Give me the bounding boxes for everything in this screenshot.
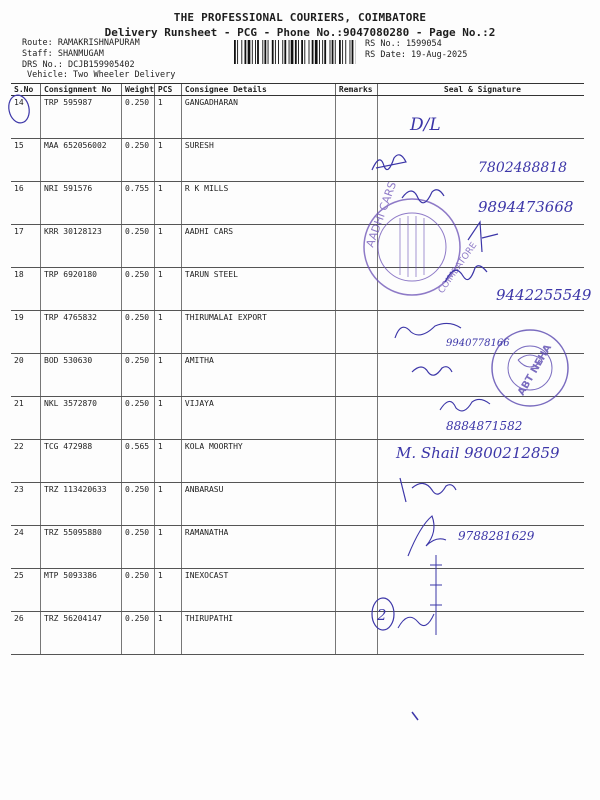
table-row [11, 612, 584, 655]
weight-cell: 0.250 [122, 225, 155, 268]
consignee-cell: VIJAYA [181, 397, 335, 440]
remarks-cell [335, 96, 377, 139]
consignment-cell: TRZ 113420633 [41, 483, 122, 526]
sno-cell: 20 [11, 354, 41, 397]
consignee-cell: R K MILLS [181, 182, 335, 225]
signature-cell [377, 225, 584, 268]
consignee-cell: TARUN STEEL [181, 268, 335, 311]
table-row [11, 440, 584, 483]
stamp-text: COIMBATORE [436, 240, 480, 296]
col-pcs: PCS [154, 84, 181, 96]
phone-row19: 9940778166 [446, 338, 510, 349]
sno-cell: 21 [11, 397, 41, 440]
sno-cell: 17 [11, 225, 41, 268]
consignment-cell: NKL 3572870 [41, 397, 122, 440]
col-sno: S.No [11, 84, 41, 96]
pcs-cell: 1 [154, 526, 181, 569]
signature-row22: M. Shail 9800212859 [396, 444, 560, 462]
weight-cell: 0.250 [122, 311, 155, 354]
remarks-cell [335, 612, 377, 655]
table-row [11, 139, 584, 182]
remarks-cell [335, 268, 377, 311]
table-row [11, 225, 584, 268]
pcs-cell: 1 [154, 311, 181, 354]
table-row [11, 182, 584, 225]
table-row [11, 483, 584, 526]
route-text: Route: RAMAKRISHNAPURAM [22, 38, 140, 48]
weight-cell: 0.565 [122, 440, 155, 483]
consignee-cell: THIRUMALAI EXPORT [181, 311, 335, 354]
signature-cell [377, 612, 584, 655]
signature-cell [377, 354, 584, 397]
rs-date: RS Date: 19-Aug-2025 [365, 50, 468, 60]
consignee-cell: SURESH [181, 139, 335, 182]
weight-cell: 0.250 [122, 483, 155, 526]
consignee-cell: AADHI CARS [181, 225, 335, 268]
table-row [11, 311, 584, 354]
remarks-cell [335, 397, 377, 440]
sno-cell: 16 [11, 182, 41, 225]
consignee-cell: GANGADHARAN [181, 96, 335, 139]
signature-cell [377, 526, 584, 569]
pcs-cell: 1 [154, 96, 181, 139]
weight-cell: 0.250 [122, 96, 155, 139]
consignee-cell: THIRUPATHI [181, 612, 335, 655]
pcs-cell: 1 [154, 268, 181, 311]
pen-mark-icon [412, 712, 418, 720]
sno-cell: 18 [11, 268, 41, 311]
consignment-cell: KRR 30128123 [41, 225, 122, 268]
weight-cell: 0.250 [122, 139, 155, 182]
remarks-cell [335, 569, 377, 612]
remarks-cell [335, 483, 377, 526]
consignment-cell: TRP 595987 [41, 96, 122, 139]
col-signature: Seal & Signature [377, 84, 584, 96]
sno-cell: 22 [11, 440, 41, 483]
signature-cell [377, 139, 584, 182]
signature-cell [377, 96, 584, 139]
consignment-cell: TRP 4765832 [41, 311, 122, 354]
signature-cell [377, 182, 584, 225]
consignment-cell: TCG 472988 [41, 440, 122, 483]
consignee-cell: RAMANATHA [181, 526, 335, 569]
signature-cell [377, 268, 584, 311]
consignee-cell: KOLA MOORTHY [181, 440, 335, 483]
consignment-cell: TRZ 55095880 [41, 526, 122, 569]
route-staff-block [22, 38, 140, 71]
col-consignee: Consignee Details [181, 84, 335, 96]
rs-number: RS No.: 1599054 [365, 39, 442, 49]
signature-cell [377, 397, 584, 440]
signature-cell [377, 311, 584, 354]
col-remarks: Remarks [335, 84, 377, 96]
sno-cell: 14 [11, 96, 41, 139]
stamp-text: AADHI CARS [363, 180, 400, 250]
phone-row18: 9442255549 [496, 286, 592, 304]
consignee-cell: ANBARASU [181, 483, 335, 526]
pcs-cell: 1 [154, 139, 181, 182]
col-weight: Weight [122, 84, 155, 96]
weight-cell: 0.755 [122, 182, 155, 225]
remarks-cell [335, 440, 377, 483]
signature-row14: D/L [410, 115, 441, 135]
pcs-cell: 1 [154, 612, 181, 655]
pcs-cell: 1 [154, 225, 181, 268]
phone-row16: 9894473668 [478, 198, 574, 216]
vehicle-text: Vehicle: Two Wheeler Delivery [27, 70, 176, 80]
table-row [11, 569, 584, 612]
pcs-cell: 1 [154, 569, 181, 612]
table-row [11, 397, 584, 440]
circled-two-text: 2 [377, 606, 387, 624]
drs-number: DRS No.: DCJB159905402 [22, 60, 135, 70]
table-row [11, 354, 584, 397]
table-row [11, 526, 584, 569]
remarks-cell [335, 182, 377, 225]
consignment-cell: TRP 6920180 [41, 268, 122, 311]
col-consignment: Consignment No [41, 84, 122, 96]
pcs-cell: 1 [154, 483, 181, 526]
remarks-cell [335, 139, 377, 182]
rs-info-block [365, 39, 467, 61]
weight-cell: 0.250 [122, 526, 155, 569]
sno-cell: 23 [11, 483, 41, 526]
sno-cell: 24 [11, 526, 41, 569]
consignment-cell: BOD 530630 [41, 354, 122, 397]
signature-cell [377, 440, 584, 483]
stamp-text: ABT NEHA [516, 342, 555, 398]
consignee-cell: INEXOCAST [181, 569, 335, 612]
remarks-cell [335, 526, 377, 569]
table-row [11, 96, 584, 139]
pcs-cell: 1 [154, 182, 181, 225]
signature-cell [377, 483, 584, 526]
consignment-cell: NRI 591576 [41, 182, 122, 225]
weight-cell: 0.250 [122, 612, 155, 655]
remarks-cell [335, 225, 377, 268]
company-title: THE PROFESSIONAL COURIERS, COIMBATORE [173, 11, 427, 24]
remarks-cell [335, 311, 377, 354]
sno-cell: 15 [11, 139, 41, 182]
delivery-table [11, 83, 584, 655]
weight-cell: 0.250 [122, 354, 155, 397]
weight-cell: 0.250 [122, 268, 155, 311]
phone-row15: 7802488818 [478, 160, 568, 176]
sno-cell: 25 [11, 569, 41, 612]
sno-cell: 19 [11, 311, 41, 354]
signature-cell [377, 569, 584, 612]
consignment-cell: MAA 652056002 [41, 139, 122, 182]
runsheet-subtitle: Delivery Runsheet - PCG - Phone No.:9047080280 - Page No.:2 [104, 26, 496, 39]
sno-cell: 26 [11, 612, 41, 655]
remarks-cell [335, 354, 377, 397]
barcode-image [234, 40, 356, 64]
pcs-cell: 1 [154, 354, 181, 397]
pcs-cell: 1 [154, 397, 181, 440]
weight-cell: 0.250 [122, 397, 155, 440]
consignment-cell: MTP 5093386 [41, 569, 122, 612]
staff-text: Staff: SHANMUGAM [22, 49, 104, 59]
phone-row24: 9788281629 [458, 529, 535, 543]
consignment-cell: TRZ 56204147 [41, 612, 122, 655]
consignee-cell: AMITHA [181, 354, 335, 397]
table-row [11, 268, 584, 311]
weight-cell: 0.250 [122, 569, 155, 612]
phone-row21: 8884871582 [446, 419, 523, 433]
table-header-row [11, 84, 584, 96]
pcs-cell: 1 [154, 440, 181, 483]
